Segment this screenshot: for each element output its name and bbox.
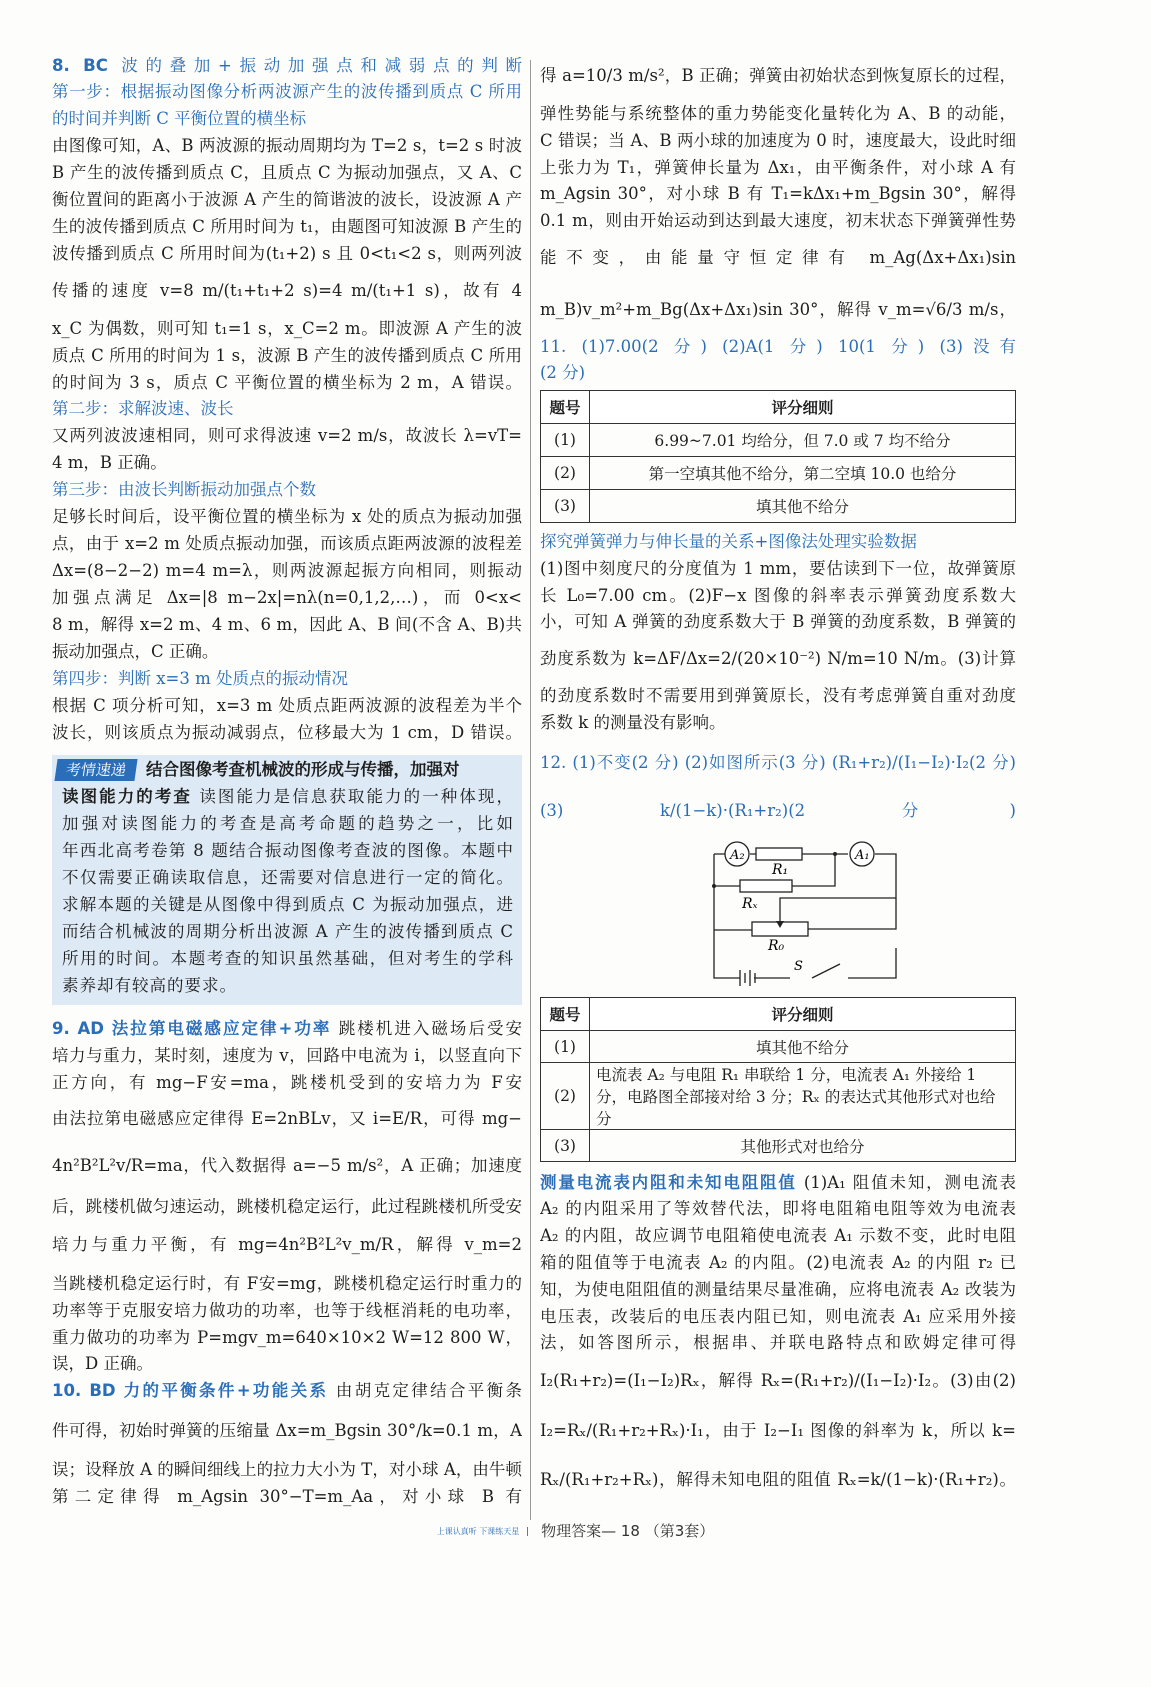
section-heading [52,106,522,132]
section-heading [52,79,522,105]
table-header-row [541,998,1016,1031]
text-line [540,181,1016,207]
text-line [540,710,1016,736]
line-text: 振动加强点，C 正确。 [52,642,219,661]
section-heading [540,750,1016,776]
publisher-logo: 上课认真听 下课练天星 [437,1527,529,1536]
section-heading [52,666,522,692]
row-number: (1) [541,1031,590,1063]
text-line [540,1277,1016,1303]
exam-tip-badge: 考情速递 [54,759,137,781]
line-text: 弹性势能与系统整体的重力势能变化量转化为 A、B 的动能， [540,104,1016,123]
text-line [52,1271,522,1297]
scoring-table-11 [540,390,1016,523]
text-line [52,160,522,186]
line-text: Rₓ/(R₁+r₂+Rₓ)，解得未知电阻的阻值 Rₓ=k/(1−k)·(R₁+r₂)。 [540,1470,1016,1489]
text-line [52,1194,522,1220]
line-text: 由胡克定律结合平衡条 [328,1381,522,1400]
text-line [52,133,522,159]
line-text: 功率等于克服安培力做功的功率，也等于线框消耗的电功率， [52,1301,522,1320]
line-text: 得 a=10/3 m/s²，B 正确；弹簧由初始状态到恢复原长的过程， [540,66,1016,85]
column-divider [530,60,531,1520]
line-text: 根据 C 项分析可知，x=3 m 处质点距两波源的波程差为半个 [52,696,522,715]
text-line [52,278,522,304]
text-line [540,1223,1016,1249]
row-number: (3) [541,1130,590,1162]
line-text: 所用的时间。本题考查的知识虽然基础，但对考生的学科 [62,949,514,968]
line-text: 11. (1)7.00(2 分) (2)A(1 分) 10(1 分) (3)没有 [540,337,1016,356]
text-line [52,531,522,557]
line-text: 第四步：判断 x=3 m 处质点的振动情况 [52,669,349,688]
line-text: (2 分) [540,363,586,382]
line-text: 上张力为 T₁，弹簧伸长量为 Δx₁，由平衡条件，对小球 A 有 [540,158,1016,177]
line-text: 4n²B²L²v/R=ma，代入数据得 a=−5 m/s²，A 正确；加速度 [52,1156,522,1175]
table-row [541,457,1016,490]
line-text: 件可得，初始时弹簧的压缩量 Δx=m_Bgsin 30°/k=0.1 m，A [52,1421,522,1440]
line-text: 重力做功的功率为 P=mgv_m=640×10×2 W=12 800 W， [52,1328,522,1347]
tip-title-line [56,757,518,783]
line-text: 小，可知 A 弹簧的劲度系数大于 B 弹簧的劲度系数，B 弹簧的 [540,612,1016,631]
line-text: 波的叠加+振动加强点和减弱点的判断 [121,56,522,75]
line-text: 8 m，解得 x=2 m、4 m、6 m，因此 A、B 间(不含 A、B)共 [52,615,522,634]
text-line [540,1418,1016,1444]
text-line [52,423,522,449]
line-text: 由法拉第电磁感应定律得 E=2nBLv，又 i=E/R，可得 mg− [52,1109,522,1128]
rheostat-r0-label: R₀ [768,938,785,954]
line-text: (3) k/(1−k)·(R₁+r₂)(2 分) [540,801,1016,820]
tip-text-line [62,865,514,891]
text-line [52,241,522,267]
line-text: I₂(R₁+r₂)=(I₁−I₂)Rₓ，解得 Rₓ=(R₁+r₂)/(I₁−I₂)·I₂。(3)由(2) [540,1371,1016,1390]
line-text: m_B)v_m²+m_Bg(Δx+Δx₁)sin 30°，解得 v_m=√6/3 m/s， [540,300,1016,319]
line-text: 的时间并判断 C 平衡位置的横坐标 [52,109,307,128]
line-text: 质点 C 所用的时间为 1 s，波源 B 产生的波传播到质点 C 所用 [52,346,522,365]
line-text: 当跳楼机稳定运行时，有 F安=mg，跳楼机稳定运行时重力的 [52,1274,522,1293]
line-text: 后，跳楼机做匀速运动，跳楼机稳定运行，此过程跳楼机所受安 [52,1197,522,1216]
row-criteria: 6.99~7.01 均给分，但 7.0 或 7 均不给分 [590,424,1016,457]
row-criteria: 填其他不给分 [590,1031,1016,1063]
text-line [52,693,522,719]
question-heading: 9. AD 法拉第电磁感应定律+功率 [52,1019,332,1038]
line-text: 第三步：由波长判断振动加强点个数 [52,480,316,499]
text-line [540,63,1016,89]
text-line [52,639,522,665]
text-line [52,1325,522,1351]
line-text: 又两列波波速相同，则可求得波速 v=2 m/s，故波长 λ=vT= [52,426,522,445]
text-line [540,1250,1016,1276]
resistor-rx-label: Rₓ [742,896,758,912]
text-line [540,1304,1016,1330]
line-text: 足够长时间后，设平衡位置的横坐标为 x 处的质点为振动加强 [52,507,522,526]
line-text: m_Agsin 30°，对小球 B 有 T₁=kΔx₁+m_Bgsin 30°，解得 [540,184,1016,203]
line-text: 正方向，有 mg−F安=ma，跳楼机受到的安培力为 F安 [52,1073,522,1092]
line-text: 长 L₀=7.00 cm。(2)F−x 图像的斜率表示弹簧劲度系数大 [540,586,1016,605]
line-text: 不仅需要正确读取信息，还需要对信息进行一定的简化。 [62,868,514,887]
tip-text-line [62,838,514,864]
line-text: 误，D 正确。 [52,1354,153,1373]
line-text: (1)A₁ 阻值未知，测电流表 [796,1173,1016,1192]
table-header-row [541,391,1016,424]
row-criteria: 填其他不给分 [590,490,1016,523]
line-text: 4 m，B 正确。 [52,453,167,472]
row-number: (2) [541,1063,590,1130]
text-line [540,1170,1016,1196]
text-line [52,1016,522,1042]
text-line [52,504,522,530]
text-line [540,556,1016,582]
switch-s-label: S [794,959,803,974]
scoring-table-12 [540,997,1016,1162]
line-text: 第二定律得 m_Agsin 30°−T=m_Aa，对小球 B 有 [52,1487,522,1506]
text-line [540,1196,1016,1222]
line-text: 系数 k 的测量没有影响。 [540,713,726,732]
line-text: 跳楼机进入磁场后受安 [331,1019,522,1038]
tip-text-line [62,973,514,999]
tip-text-line [62,811,514,837]
section-heading [52,396,522,422]
header-criteria: 评分细则 [590,391,1016,424]
text-line [540,155,1016,181]
line-text: 第一步：根据振动图像分析两波源产生的波传播到质点 C 所用 [52,82,522,101]
resistor-r1-label: R₁ [772,862,789,878]
text-line [540,101,1016,127]
exam-tip-box [52,755,522,1005]
text-line [52,1070,522,1096]
text-line [52,558,522,584]
line-text: 加强点满足 Δx=|8 m−2x|=nλ(n=0,1,2,…)，而 0<x< [52,588,522,607]
text-line [540,1368,1016,1394]
line-text: x_C 为偶数，则可知 t₁=1 s，x_C=2 m。即波源 A 产生的波 [52,319,522,338]
text-line [540,128,1016,154]
table-row [541,1031,1016,1063]
line-text: 培力与重力平衡，有 mg=4n²B²L²v_m/R，解得 v_m=2 [52,1235,522,1254]
tip-subtitle: 读图能力的考查 [62,787,193,806]
line-text: 读图能力是信息获取能力的一种体现， [192,787,514,806]
text-line [52,450,522,476]
text-line [540,297,1016,323]
text-line [52,214,522,240]
text-line [52,316,522,342]
line-text: 年西北高考卷第 8 题结合振动图像考查波的图像。本题中 [62,841,514,860]
row-criteria: 电流表 A₂ 与电阻 R₁ 串联给 1 分，电流表 A₁ 外接给 1 分，电路图全部接对给 3 分；Rₓ 的表达式其他形式对也给分 [590,1063,1016,1130]
section-heading [540,334,1016,360]
text-line [52,1418,522,1444]
text-line [52,1153,522,1179]
line-text: 素养却有较高的要求。 [62,976,237,995]
header-number: 题号 [541,998,590,1031]
tip-text-line [62,784,514,810]
line-text: 法，如答图所示，根据串、并联电路特点和欧姆定律可得 [540,1333,1016,1352]
line-text: 加强对读图能力的考查是高考命题的趋势之一，比如 [62,814,514,833]
header-number: 题号 [541,391,590,424]
row-criteria: 第一空填其他不给分，第二空填 10.0 也给分 [590,457,1016,490]
line-text: B 产生的波传播到质点 C，且质点 C 为振动加强点，又 A、C [52,163,522,182]
tip-text-line [62,946,514,972]
line-text: 衡位置间的距离小于波源 A 产生的简谐波的波长，设波源 A 产 [52,190,522,209]
text-line [540,683,1016,709]
text-line [540,208,1016,234]
text-line [52,1457,522,1483]
line-text: I₂=Rₓ/(R₁+r₂+Rₓ)·I₁，由于 I₂−I₁ 图像的斜率为 k，所以 k= [540,1421,1016,1440]
circuit-diagram [700,838,930,998]
tip-title: 结合图像考查机械波的形成与传播，加强对 [146,760,460,779]
line-text: 的时间为 3 s，质点 C 平衡位置的横坐标为 2 m，A 错误。 [52,373,522,392]
ammeter-a2-label: A₂ [730,848,745,863]
table-row [541,424,1016,457]
page-number-label: 物理答案— 18 （第3套） [541,1522,715,1540]
line-text: 劲度系数为 k=ΔF/Δx=2/(20×10⁻²) N/m=10 N/m。(3)计算 [540,649,1016,668]
section-heading [540,798,1016,824]
line-text: 的劲度系数时不需要用到弹簧原长，没有考虑弹簧自重对劲度 [540,686,1016,705]
row-number: (2) [541,457,590,490]
text-line [540,583,1016,609]
line-text: 12. (1)不变(2 分) (2)如图所示(3 分) (R₁+r₂)/(I₁−I₂)·I₂(2 分) [540,753,1016,772]
line-text: C 错误；当 A、B 两小球的加速度为 0 时，速度最大，设此时细 [540,131,1016,150]
line-text: 能不变，由能量守恒定律有 m_Ag(Δx+Δx₁)sin [540,248,1016,267]
section-heading [52,477,522,503]
line-text: 0.1 m，则由开始运动到达到最大速度，初末状态下弹簧弹性势 [540,211,1016,230]
line-text: A₂ 的内阻采用了等效替代法，即将电阻箱电阻等效为电流表 [540,1199,1016,1218]
row-criteria: 其他形式对也给分 [590,1130,1016,1162]
table-row [541,1130,1016,1162]
line-text: 求解本题的关键是从图像中得到质点 C 为振动加强点，进 [62,895,514,914]
text-line [540,245,1016,271]
table-row [541,1063,1016,1130]
line-text: 点，由于 x=2 m 处质点振动加强，而该质点距两波源的波程差 [52,534,522,553]
line-text: 而结合机械波的周期分析出波源 A 产生的波传播到质点 C [62,922,514,941]
row-number: (1) [541,424,590,457]
text-line [52,343,522,369]
text-line [52,720,522,746]
text-line [52,187,522,213]
text-line [52,1484,522,1510]
question-heading: 8. BC [52,56,122,75]
text-line [540,609,1016,635]
text-line [52,1043,522,1069]
line-text: 生的波传播到质点 C 所用时间为 t₁，由题图可知波源 B 产生的 [52,217,522,236]
tip-text-line [62,892,514,918]
text-line [540,1330,1016,1356]
text-line [52,1378,522,1404]
header-criteria: 评分细则 [590,998,1016,1031]
text-line [540,1467,1016,1493]
line-text: 知，为使电阻阻值的测量结果尽量准确，应将电流表 A₂ 改装为 [540,1280,1016,1299]
text-line [52,370,522,396]
text-line [52,1298,522,1324]
text-line [52,1232,522,1258]
line-text: 波传播到质点 C 所用时间为(t₁+2) s 且 0<t₁<2 s，则两列波 [52,244,522,263]
ammeter-a1-label: A₁ [855,848,870,863]
line-text: 传播的速度 v=8 m/(t₁+t₁+2 s)=4 m/(t₁+1 s)，故有 4 [52,281,522,300]
line-text: 电压表，改装后的电压表内阻已知，则电流表 A₁ 应采用外接 [540,1307,1016,1326]
line-text: 箱的阻值等于电流表 A₂ 的内阻。(2)电流表 A₂ 的内阻 r₂ 已 [540,1253,1016,1272]
text-line [52,1351,522,1377]
line-text: 第二步：求解波速、波长 [52,399,234,418]
line-text: 由图像可知，A、B 两波源的振动周期均为 T=2 s，t=2 s 时波 [52,136,522,155]
section-heading [540,529,1016,555]
section-heading [540,360,1016,386]
text-line [52,612,522,638]
line-text: (1)图中刻度尺的分度值为 1 mm，要估读到下一位，故弹簧原 [540,559,1016,578]
text-line [52,1106,522,1132]
page-footer [0,1520,1151,1541]
row-number: (3) [541,490,590,523]
text-line [52,585,522,611]
table-row [541,490,1016,523]
text-line [540,646,1016,672]
line-text: 培力与重力，某时刻，速度为 v，回路中电流为 i，以竖直向下 [52,1046,522,1065]
question-heading: 测量电流表内阻和未知电阻阻值 [540,1173,797,1192]
tip-text-line [62,919,514,945]
question-heading: 10. BD 力的平衡条件+功能关系 [52,1381,329,1400]
line-text: Δx=(8−2−2) m=4 m=λ，则两波源起振方向相同，则振动 [52,561,522,580]
section-heading [52,53,522,79]
line-text: 波长，则该质点为振动减弱点，位移最大为 1 cm，D 错误。 [52,723,522,742]
line-text: A₂ 的内阻，故应调节电阻箱使电流表 A₁ 示数不变，此时电阻 [540,1226,1016,1245]
line-text: 误；设释放 A 的瞬间细线上的拉力大小为 T，对小球 A，由牛顿 [52,1460,522,1479]
line-text: 探究弹簧弹力与伸长量的关系+图像法处理实验数据 [540,532,917,551]
